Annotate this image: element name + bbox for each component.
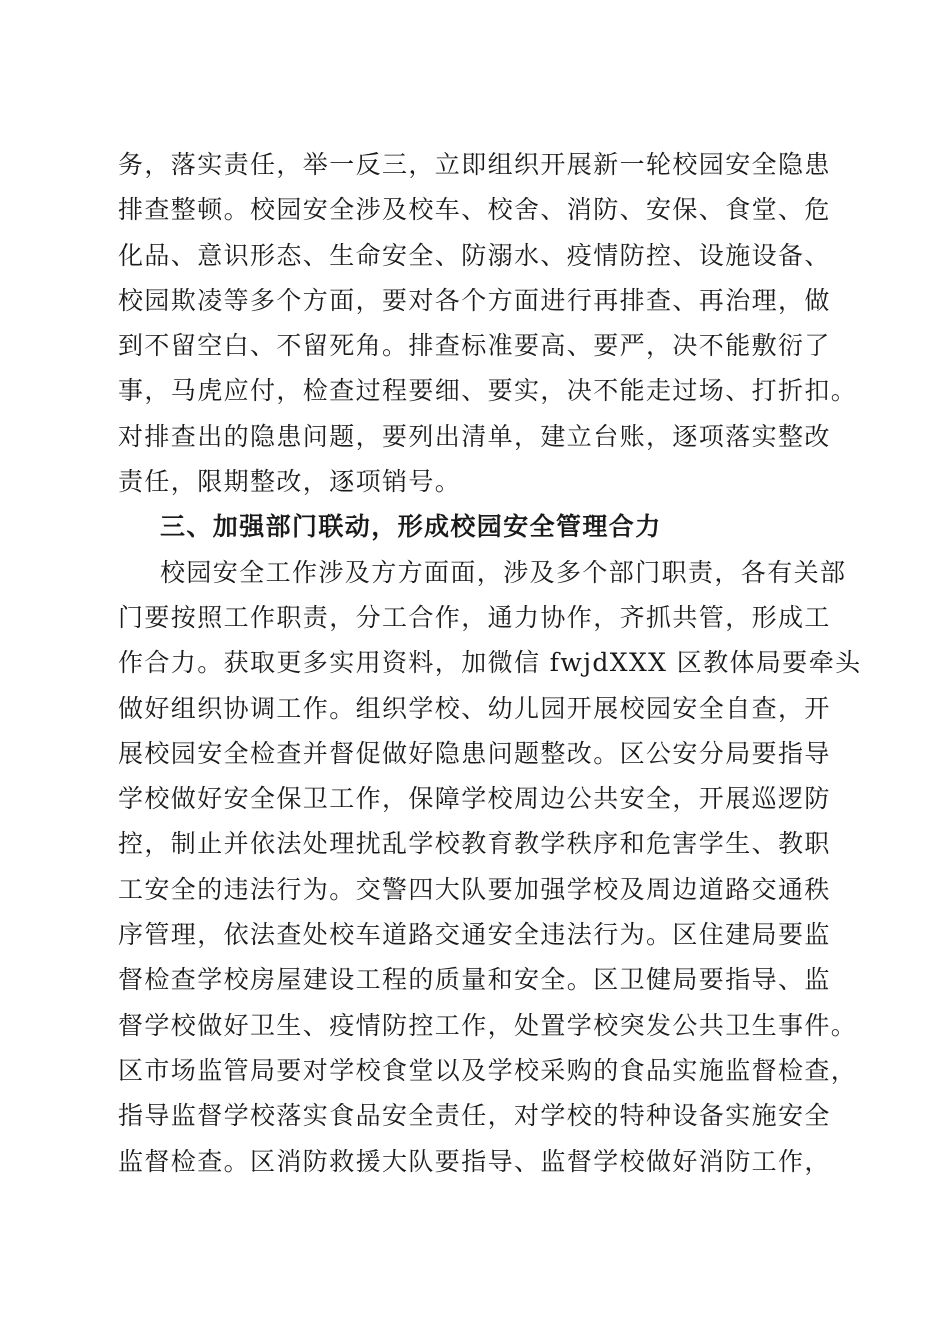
text-line: 学校做好安全保卫工作，保障学校周边公共安全，开展巡逻防: [118, 784, 831, 814]
text-line: 工安全的违法行为。交警四大队要加强学校及周边道路交通秩: [118, 874, 831, 904]
text-line: 排查整顿。校园安全涉及校车、校舍、消防、安保、食堂、危: [118, 195, 831, 225]
text-line: 做好组织协调工作。组织学校、幼儿园开展校园安全自查，开: [118, 693, 831, 723]
section-heading: 三、加强部门联动，形成校园安全管理合力: [160, 512, 662, 542]
text-line: 指导监督学校落实食品安全责任，对学校的特种设备实施安全: [118, 1101, 831, 1131]
text-line: 校园欺凌等多个方面，要对各个方面进行再排查、再治理，做: [118, 285, 831, 315]
text-line: 区市场监管局要对学校食堂以及学校采购的食品实施监督检查，: [118, 1055, 858, 1085]
text-line: 对排查出的隐患问题，要列出清单，建立台账，逐项落实整改: [118, 421, 831, 451]
text-line: 控，制止并依法处理扰乱学校教育教学秩序和危害学生、教职: [118, 829, 831, 859]
text-line: 督检查学校房屋建设工程的质量和安全。区卫健局要指导、监: [118, 965, 831, 995]
text-line: 作合力。获取更多实用资料，加微信 fwjdXXX 区教体局要牵头: [118, 648, 862, 678]
text-line: 展校园安全检查并督促做好隐患问题整改。区公安分局要指导: [118, 738, 831, 768]
text-line: 务，落实责任，举一反三，立即组织开展新一轮校园安全隐患: [118, 150, 831, 179]
paragraph-hazard-inspection: [118, 142, 858, 504]
paragraph-department-cooperation: [118, 550, 862, 1184]
text-line: 化品、意识形态、生命安全、防溺水、疫情防控、设施设备、: [118, 240, 831, 270]
document-body: [118, 142, 862, 1184]
text-line: 门要按照工作职责，分工合作，通力协作，齐抓共管，形成工: [118, 602, 831, 632]
text-line: 事，马虎应付，检查过程要细、要实，决不能走过场、打折扣。: [118, 376, 858, 406]
text-line: 督学校做好卫生、疫情防控工作，处置学校突发公共卫生事件。: [118, 1010, 858, 1040]
text-line: 监督检查。区消防救援大队要指导、监督学校做好消防工作，: [118, 1146, 831, 1176]
text-line: 到不留空白、不留死角。排查标准要高、要严，决不能敷衍了: [118, 331, 831, 361]
text-line: 校园安全工作涉及方方面面，涉及多个部门职责，各有关部: [160, 557, 847, 587]
text-line: 责任，限期整改，逐项销号。: [118, 467, 462, 497]
text-line: 序管理，依法查处校车道路交通安全违法行为。区住建局要监: [118, 920, 831, 950]
